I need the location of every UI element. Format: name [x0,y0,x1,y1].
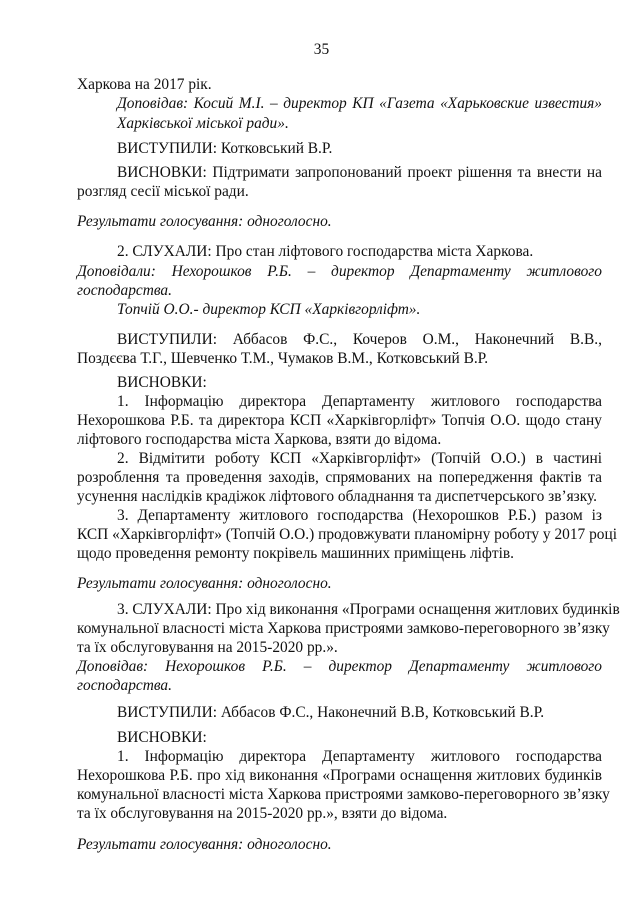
conclusion-line: ВИСНОВКИ: Підтримати запропонований проект рішення та внести на [117,164,602,181]
conclusion-line: та їх обслуговування на 2015-2020 рр.», взяти до відома. [77,805,448,822]
speakers-line: ВИСТУПИЛИ: Аббасов Ф.С., Кочеров О.М., Наконечний В.В., [117,331,602,348]
speaker-note: Доповідав: Косий М.І. – директор КП «Газета «Харьковские известия» Харківської міської ради». [117,95,602,132]
voting-result: Результати голосування: одноголосно. [77,836,332,853]
agenda-item-heading: 3. СЛУХАЛИ: Про хід виконання «Програми оснащення житлових будинків [117,601,620,618]
conclusion-line: розроблення та проведення заходів, спрямованих на попередження фактів та [77,469,602,486]
conclusion-line: розгляд сесії міської ради. [77,183,249,200]
speakers-line: ВИСТУПИЛИ: Котковський В.Р. [117,140,333,157]
speaker-note: господарства. [77,677,172,694]
conclusion-line: 1. Інформацію директора Департаменту житлового господарства [117,748,602,765]
speakers-line: Поздєєва Т.Г., Шевченко Т.М., Чумаков В.М., Котковський В.Р. [77,350,489,367]
conclusion-line: КСП «Харківгорліфт» (Топчій О.О.) продовжувати планомірну роботу у 2017 році [77,526,617,543]
agenda-item-heading: 2. СЛУХАЛИ: Про стан ліфтового господарства міста Харкова. [117,243,534,260]
agenda-item-heading: комунальної власності міста Харкова пристроями замково-переговорного зв’язку [77,620,610,637]
speaker-note: господарства. [77,282,172,299]
conclusion-line: комунальної власності міста Харкова пристроями замково-переговорного зв’язку [77,786,610,803]
conclusion-line: 1. Інформацію директора Департаменту житлового господарства [117,393,602,410]
conclusion-line: ліфтового господарства міста Харкова, взяти до відома. [77,431,442,448]
conclusion-line: 3. Департаменту житлового господарства (Нехорошков Р.Б.) разом із [117,507,602,524]
voting-result: Результати голосування: одноголосно. [77,213,332,230]
speaker-note: Доповідав: Нехорошков Р.Б. – директор Департаменту житлового [77,658,602,675]
conclusion-line: щодо проведення ремонту покрівель машинних приміщень ліфтів. [77,545,514,562]
speaker-note: Топчій О.О.- директор КСП «Харківгорліфт». [117,301,421,318]
voting-result: Результати голосування: одноголосно. [77,575,332,592]
conclusions-heading: ВИСНОВКИ: [117,374,207,391]
conclusion-line: Нехорошкова Р.Б. про хід виконання «Програми оснащення житлових будинків [77,767,602,784]
speakers-line: ВИСТУПИЛИ: Аббасов Ф.С., Наконечний В.В, Котковський В.Р. [117,704,545,721]
conclusion-line: усунення наслідків крадіжок ліфтового обладнання та диспетчерського зв’язку. [77,488,598,505]
page-number: 35 [313,41,330,58]
conclusions-heading: ВИСНОВКИ: [117,729,207,746]
conclusion-line: 2. Відмітити роботу КСП «Харківгорліфт» (Топчій О.О.) в частині [117,450,602,467]
speaker-note: Доповідали: Нехорошков Р.Б. – директор Департаменту житлового [77,263,602,280]
text-line: Харкова на 2017 рік. [77,76,212,93]
agenda-item-heading: та їх обслуговування на 2015-2020 рр.». [77,639,338,656]
conclusion-line: Нехорошкова Р.Б. та директора КСП «Харківгорліфт» Топчія О.О. щодо стану [77,412,602,429]
